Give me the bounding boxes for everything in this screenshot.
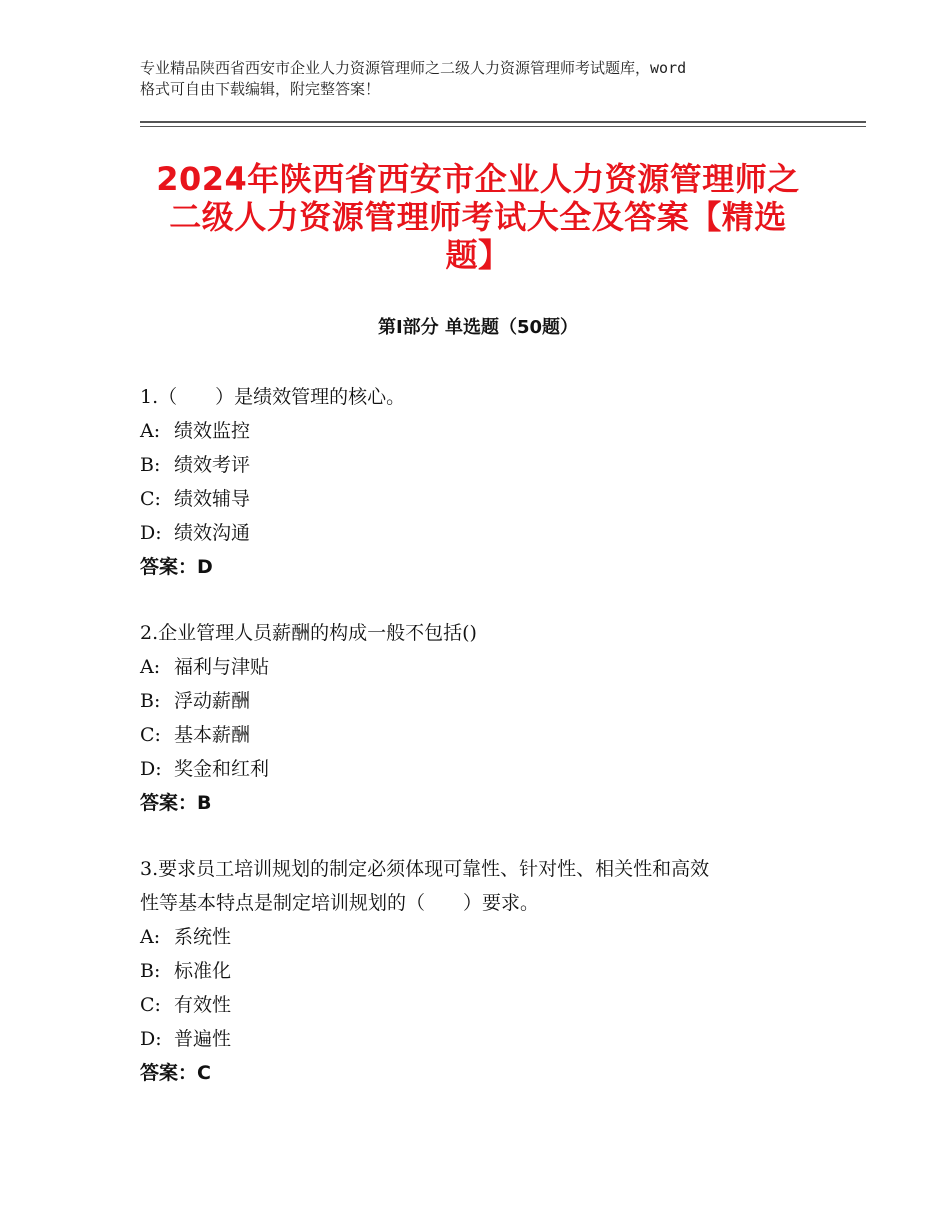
option-letter: C:: [140, 994, 161, 1016]
document-title-line-2: 二级人力资源管理师考试大全及答案【精选: [169, 198, 787, 236]
question-stem: 2.企业管理人员薪酬的构成一般不包括(): [140, 622, 477, 644]
option-letter: D:: [140, 1028, 162, 1050]
option-letter: C:: [140, 724, 161, 746]
option-text: 有效性: [174, 994, 232, 1016]
option-text: 绩效辅导: [174, 488, 251, 510]
answer: 答案：D: [140, 556, 213, 578]
option-text: 福利与津贴: [174, 656, 270, 678]
option-b: [140, 954, 816, 988]
question-1: [140, 380, 816, 584]
header-divider-thin: [140, 126, 866, 127]
option-letter: B:: [140, 960, 161, 982]
question-2: [140, 616, 816, 820]
option-text: 绩效考评: [174, 454, 251, 476]
answer: 答案：B: [140, 792, 212, 814]
document-title: [140, 160, 816, 274]
section-title: 第Ⅰ部分 单选题（50题）: [377, 317, 578, 338]
option-text: 系统性: [174, 926, 232, 948]
header-note-line-2: 格式可自由下载编辑，附完整答案！: [140, 80, 381, 98]
option-a: [140, 414, 816, 448]
header-note: [140, 58, 830, 100]
option-b: [140, 684, 816, 718]
option-text: 普遍性: [174, 1028, 232, 1050]
option-text: 奖金和红利: [174, 758, 270, 780]
option-d: [140, 516, 816, 550]
option-letter: A:: [140, 420, 161, 442]
option-d: [140, 1022, 816, 1056]
question-list: [140, 380, 816, 1122]
option-text: 绩效监控: [174, 420, 251, 442]
option-letter: B:: [140, 690, 161, 712]
option-letter: C:: [140, 488, 161, 510]
answer: 答案：C: [140, 1062, 211, 1084]
option-text: 浮动薪酬: [174, 690, 251, 712]
option-letter: D:: [140, 522, 162, 544]
option-a: [140, 920, 816, 954]
option-text: 基本薪酬: [174, 724, 251, 746]
option-a: [140, 650, 816, 684]
option-c: [140, 718, 816, 752]
option-letter: A:: [140, 656, 161, 678]
header-divider-thick: [140, 121, 866, 123]
option-c: [140, 482, 816, 516]
option-text: 标准化: [174, 960, 232, 982]
option-d: [140, 752, 816, 786]
option-text: 绩效沟通: [174, 522, 251, 544]
option-letter: D:: [140, 758, 162, 780]
document-title-line-1: 2024年陕西省西安市企业人力资源管理师之: [156, 160, 800, 198]
question-3: [140, 852, 816, 1090]
document-title-line-3: 题】: [445, 236, 511, 274]
option-b: [140, 448, 816, 482]
option-letter: B:: [140, 454, 161, 476]
question-stem-line-1: 3.要求员工培训规划的制定必须体现可靠性、针对性、相关性和高效: [140, 858, 710, 880]
option-letter: A:: [140, 926, 161, 948]
question-stem-line-2: 性等基本特点是制定培训规划的（ ）要求。: [140, 892, 540, 914]
header-note-line-1: 专业精品陕西省西安市企业人力资源管理师之二级人力资源管理师考试题库，word: [140, 59, 687, 77]
option-c: [140, 988, 816, 1022]
question-stem: 1.（ ）是绩效管理的核心。: [140, 386, 406, 408]
